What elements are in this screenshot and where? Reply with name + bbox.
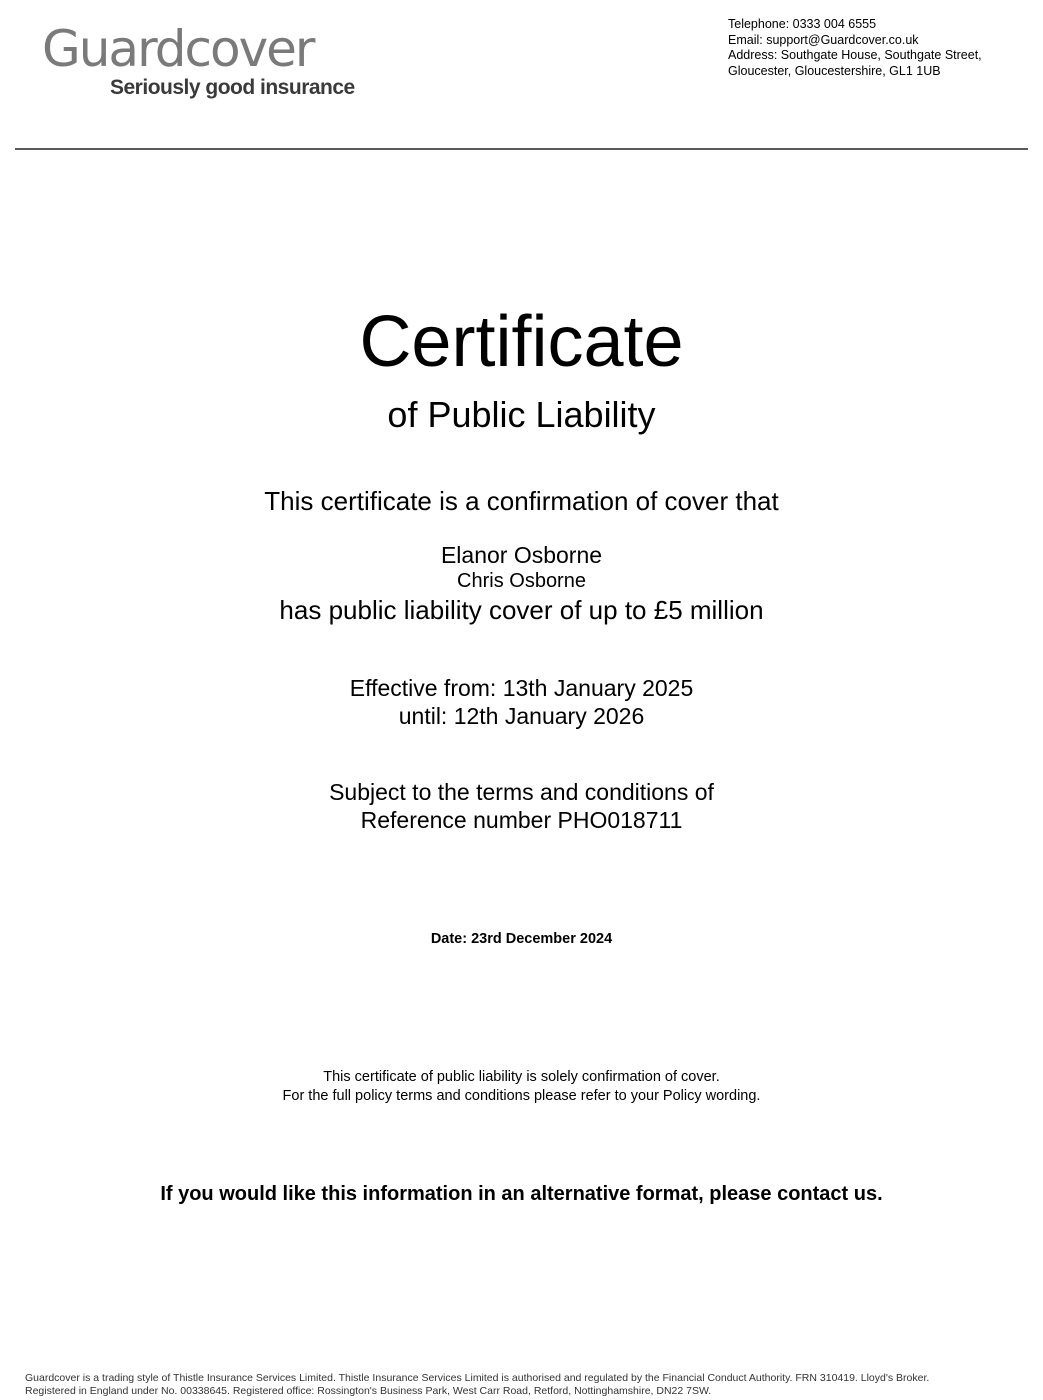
contact-address-line2: Gloucester, Gloucestershire, GL1 1UB [728, 63, 941, 78]
contact-address-line1: Address: Southgate House, Southgate Street, [728, 48, 982, 62]
footer-line1: Guardcover is a trading style of Thistle Insurance Services Limited. Thistle Insurance Services Limited is authorised and regulated by the Financial Conduct Authority. FRN 310419. Lloyd's Broker. [25, 1372, 930, 1384]
contact-email: Email: support@Guardcover.co.uk [728, 32, 919, 47]
disclaimer-line2: For the full policy terms and conditions please refer to your Policy wording. [282, 1088, 761, 1104]
effective-from: Effective from: 13th January 2025 [349, 675, 694, 701]
effective-period [0, 674, 1043, 730]
insured-secondary-name: Chris Osborne [457, 570, 586, 592]
legal-footer [25, 1372, 929, 1398]
terms-reference [0, 778, 1043, 834]
disclaimer-line1: This certificate of public liability is solely confirmation of cover. [323, 1069, 720, 1085]
footer-line2: Registered in England under No. 00338645. Registered office: Rossington's Business Park, West Carr Road, Retford, Nottinghamshire, DN22 7SW. [25, 1385, 712, 1397]
certificate-title: Certificate [359, 302, 684, 382]
effective-until: until: 12th January 2026 [398, 703, 645, 729]
confirmation-statement: This certificate is a confirmation of cover that [264, 486, 779, 516]
insured-primary-name: Elanor Osborne [440, 542, 603, 568]
issue-date: Date: 23rd December 2024 [430, 931, 613, 947]
logo-tagline: Seriously good insurance [110, 76, 355, 99]
header-divider [15, 148, 1028, 150]
logo-wordmark: Guardcover [42, 20, 314, 78]
certificate-subtitle: of Public Liability [387, 394, 656, 435]
alternative-format-notice: If you would like this information in an alternative format, please contact us. [160, 1183, 883, 1205]
contact-block [728, 17, 982, 79]
reference-number: Reference number PHO018711 [360, 807, 683, 833]
guardcover-logo [42, 22, 362, 100]
disclaimer [0, 1068, 1043, 1106]
contact-telephone: Telephone: 0333 004 6555 [728, 17, 877, 31]
cover-amount-statement: has public liability cover of up to £5 million [279, 595, 764, 625]
subject-to-terms: Subject to the terms and conditions of [329, 779, 714, 805]
